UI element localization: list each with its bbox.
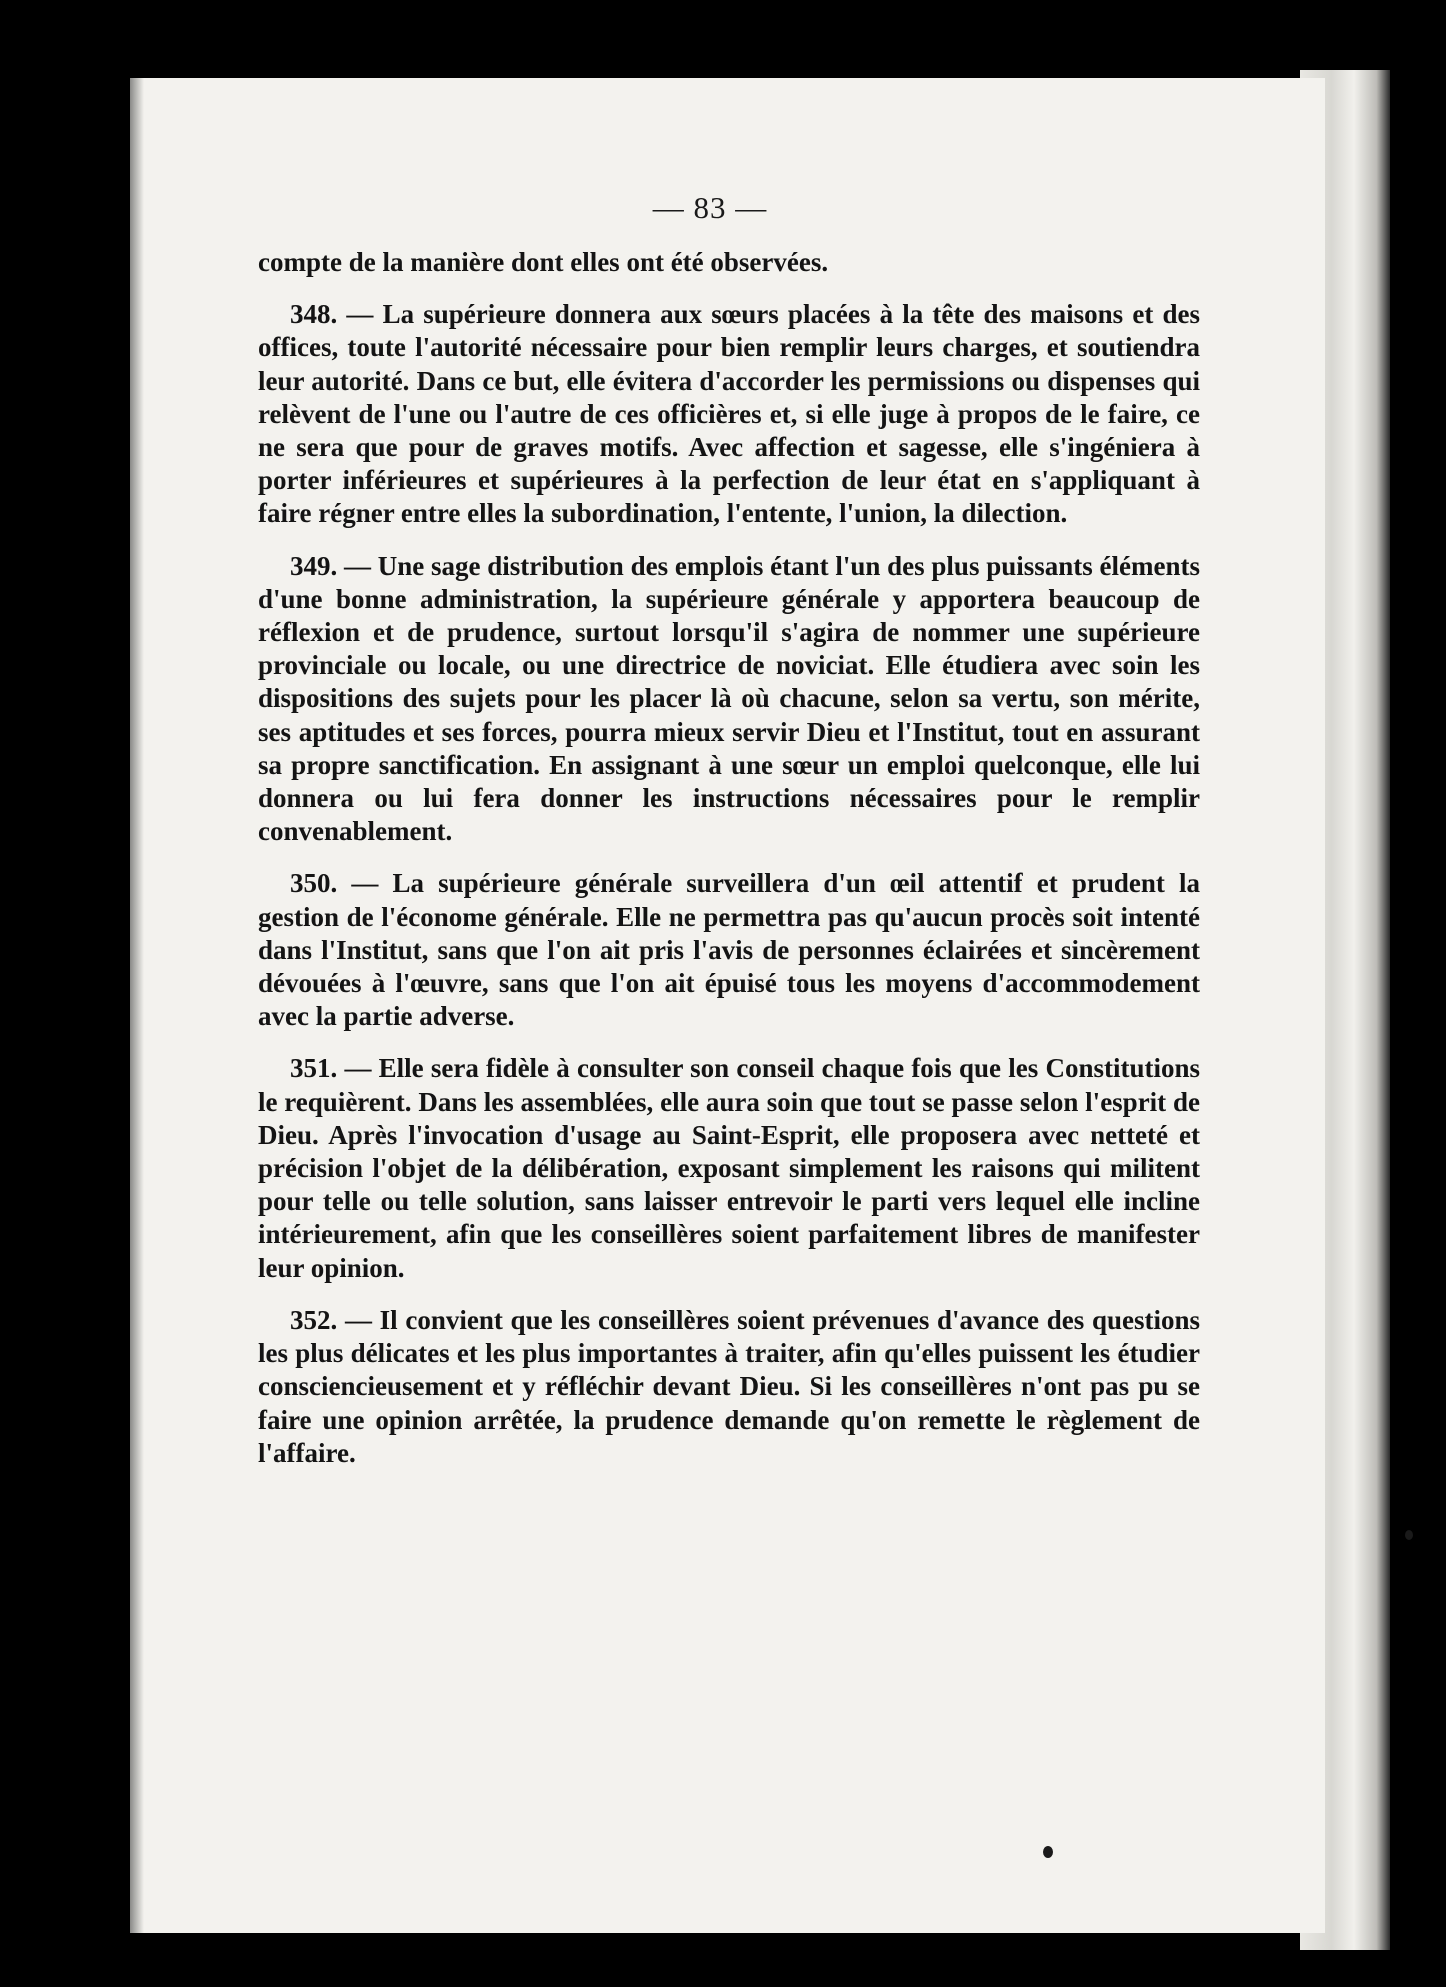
spine-shadow (130, 78, 144, 1933)
paragraph-350: 350. — La supérieure générale surveillera d'un œil attentif et prudent la gestion de l'économe générale. Elle ne permettra pas qu'aucun procès soit intenté dans l'Institut, sans que l'on ait pris l'avis de personnes éclairées et sincèrement dévouées à l'œuvre, sans que l'on ait épuisé tous les moyens d'accommodement avec la partie adverse. (258, 868, 1200, 1032)
body-text (258, 246, 1200, 1489)
ink-speck (1405, 1530, 1413, 1540)
paragraph-351: 351. — Elle sera fidèle à consulter son conseil chaque fois que les Constitutions le requièrent. Dans les assemblées, elle aura soin que tout se passe selon l'esprit de Dieu. Après l'invocation d'usage au Saint-Esprit, elle proposera avec netteté et précision l'objet de la délibération, exposant simplement les raisons qui militent pour telle ou telle solution, sans laisser entrevoir le parti vers lequel elle incline intérieurement, afin que les conseillères soient parfaitement libres de manifester leur opinion. (258, 1053, 1200, 1283)
page-number: — 83 — (652, 190, 768, 225)
opening-line: compte de la manière dont elles ont été observées. (258, 247, 829, 277)
paragraph-352: 352. — Il convient que les conseillères soient prévenues d'avance des questions les plus délicates et les plus importantes à traiter, afin qu'elles puissent les étudier consciencieusement et y réfléchir devant Dieu. Si les conseillères n'ont pas pu se faire une opinion arrêtée, la prudence demande qu'on remette le règlement de l'affaire. (258, 1304, 1200, 1468)
paragraph-348: 348. — La supérieure donnera aux sœurs placées à la tête des maisons et des offices, toute l'autorité nécessaire pour bien remplir leurs charges, et soutiendra leur autorité. Dans ce but, elle évitera d'accorder les permissions ou dispenses qui relèvent de l'une ou l'autre de ces officières et, si elle juge à propos de le faire, ce ne sera que pour de graves motifs. Avec affection et sagesse, elle s'ingéniera à porter inférieures et supérieures à la perfection de leur état en s'appliquant à faire régner entre elles la subordination, l'entente, l'union, la dilection. (258, 299, 1200, 529)
paragraph-349: 349. — Une sage distribution des emplois étant l'un des plus puissants éléments d'une bonne administration, la supérieure générale y apportera beaucoup de réflexion et de prudence, surtout lorsqu'il s'agira de nommer une supérieure provinciale ou locale, ou une directrice de noviciat. Elle étudiera avec soin les dispositions des sujets pour les placer là où chacune, selon sa vertu, son mérite, ses aptitudes et ses forces, pourra mieux servir Dieu et l'Institut, tout en assurant sa propre sanctification. En assignant à une sœur un emploi quelconque, elle lui donnera ou lui fera donner les instructions nécessaires pour le remplir convenablement. (258, 550, 1200, 847)
ink-speck (1043, 1846, 1053, 1858)
